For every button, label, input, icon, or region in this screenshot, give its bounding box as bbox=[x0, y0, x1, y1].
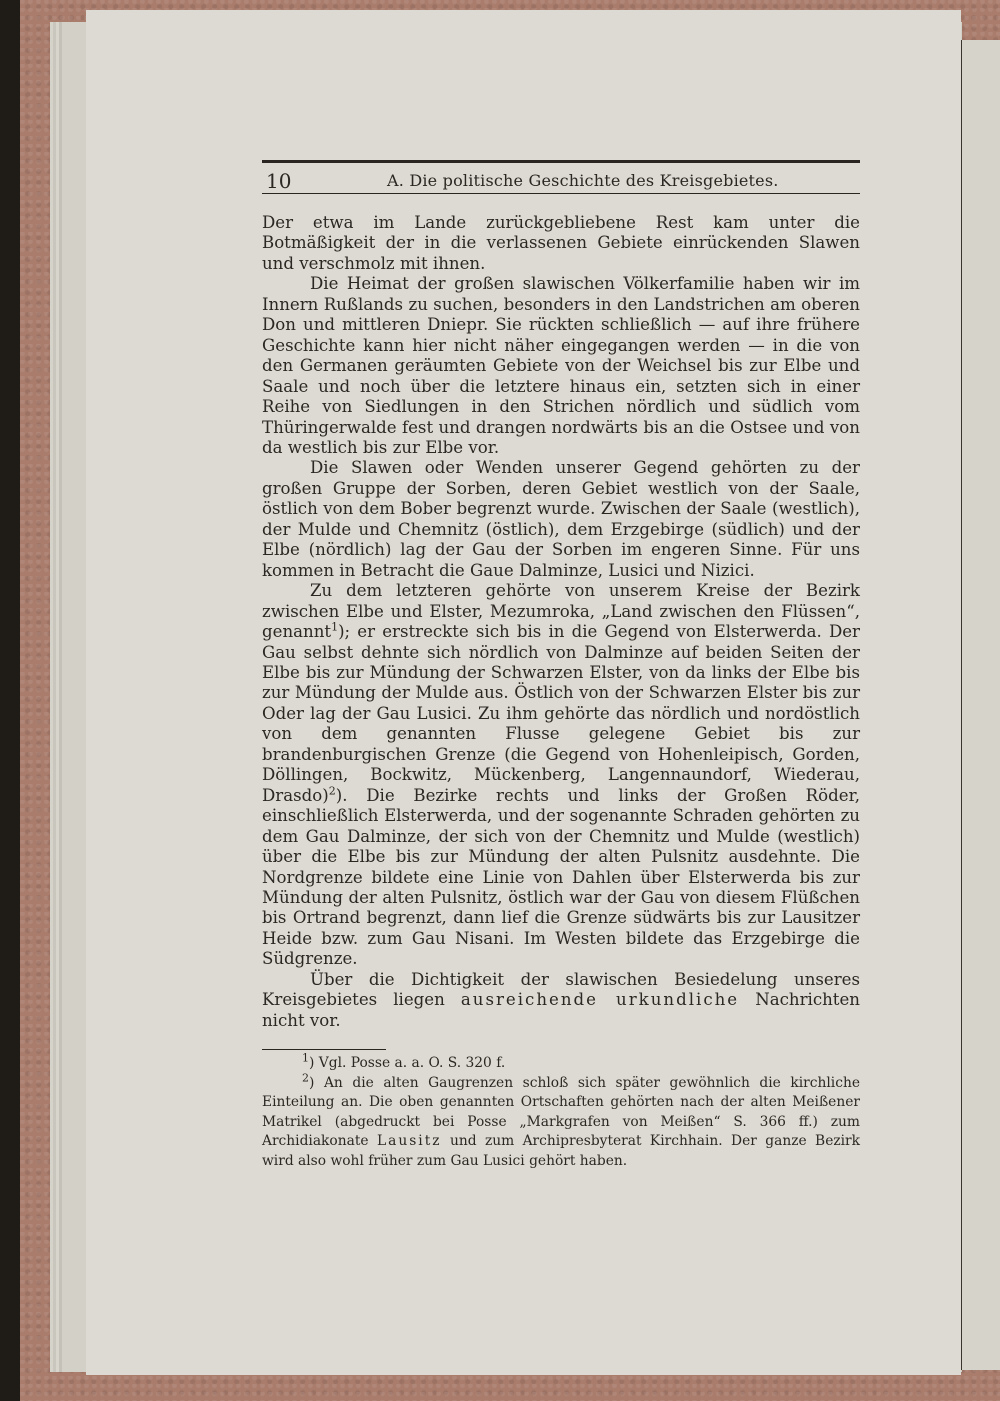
paragraph-5-part-a: Über die Dichtigkeit der slawischen Besiedelung unseres Kreisgebietes liegen bbox=[262, 969, 860, 1010]
footnote-2-mark: 2 bbox=[302, 1071, 309, 1084]
footnote-1-mark: 1 bbox=[302, 1051, 309, 1065]
page-number: 10 bbox=[266, 169, 292, 193]
running-header bbox=[262, 160, 860, 194]
footnote-ref-2: 2 bbox=[328, 784, 336, 798]
footnote-2 bbox=[262, 1071, 860, 1172]
paragraph-5 bbox=[262, 970, 860, 1031]
facing-page-edge bbox=[960, 40, 1000, 1370]
paragraph-4-part-c: ). Die Bezirke rechts und links der Großen Röder, einschließlich Elsterwerda, und der sogenannte Schraden gehörten zu dem Gau Dalminze, der sich von der Chemnitz und Mulde (westlich) über die Elbe bis zur Mündung der alten Pulsnitz ausdehnte. Die Nordgrenze bildete eine Linie von Dahlen über Elsterwerda bis zur Mündung der alten Pulsnitz, östlich war der Gau von diesem Flüßchen bis Ortrand begrenzt, dann lief die Grenze südwärts bis zur Lausitzer Heide bzw. zum Gau Nisani. Im Westen bildete das Erzgebirge die Südgrenze. bbox=[262, 785, 860, 969]
footnotes bbox=[262, 1051, 860, 1172]
footnote-1 bbox=[262, 1051, 860, 1074]
footnote-2-part-b: und zum Archipresbyterat Kirchhain. Der ganze Bezirk wird also wohl früher zum Gau Lusici gehört haben. bbox=[262, 1133, 860, 1169]
footnote-1-text: ) Vgl. Posse a. a. O. S. 320 f. bbox=[309, 1055, 506, 1071]
main-text bbox=[262, 213, 860, 1031]
footnote-2-part-a: ) An die alten Gaugrenzen schloß sich später gewöhnlich die kirchliche Einteilung an. Die oben genannten Ortschaften gehörten nach der alten Meißener Matrikel (abgedruckt bei Posse „Markgrafen von Meißen“ S. 366 ff.) zum Archidiakonate bbox=[262, 1074, 860, 1150]
paragraph-5-spaced: ausreichende urkundliche bbox=[460, 990, 740, 1010]
paragraph-2: Die Heimat der großen slawischen Völkerfamilie haben wir im Innern Rußlands zu suchen, besonders in den Landstrichen am oberen Don und mittleren Dniepr. Sie rückten schließlich — auf ihre frühere Geschichte kann hier nicht näher eingegangen werden — in die von den Germanen geräumten Gebiete von der Weichsel bis zur Elbe und Saale und noch über die letztere hinaus ein, setzten sich in einer Reihe von Siedlungen in den Strichen nördlich und südlich vom Thüringerwalde fest und drangen nordwärts bis an die Ostsee und von da westlich bis zur Elbe vor. bbox=[262, 274, 860, 457]
paragraph-4-part-a: Zu dem letzteren gehörte von unserem Kreise der Bezirk zwischen Elbe und Elster, Mezumroka, „Land zwischen den Flüssen“, genannt bbox=[262, 581, 860, 642]
paragraph-4-part-b: ); er erstreckte sich bis in die Gegend von Elsterwerda. Der Gau selbst dehnte sich nördlich von Dalminze auf beiden Seiten der Elbe bis zur Mündung der Schwarzen Elster, von da links der Elbe bis zur Mündung der Mulde aus. Östlich von der Schwarzen Elster bis zur Oder lag der Gau Lusici. Zu ihm gehörte das nördlich und nordöstlich von dem genannten Flusse gelegene Gebiet bis zur brandenburgischen Grenze (die Gegend von Hohenleipisch, Gorden, Döllingen, Bockwitz, Mückenberg, Langennaundorf, Wiederau, Drasdo) bbox=[262, 622, 860, 805]
paragraph-1: Der etwa im Lande zurückgebliebene Rest kam unter die Botmäßigkeit der in die verlassenen Gebiete einrückenden Slawen und verschmolz mit ihnen. bbox=[262, 213, 860, 273]
running-head-title: A. Die politische Geschichte des Kreisgebietes. bbox=[387, 171, 779, 190]
footnote-ref-1: 1 bbox=[331, 620, 339, 634]
footnote-2-spaced: Lausitz bbox=[376, 1133, 442, 1150]
paragraph-5-part-b: Nachrichten nicht vor. bbox=[262, 990, 860, 1030]
paragraph-3: Die Slawen oder Wenden unserer Gegend gehörten zu der großen Gruppe der Sorben, deren Gebiet westlich von der Saale, östlich von dem Bober begrenzt wurde. Zwischen der Saale (westlich), der Mulde und Chemnitz (östlich), dem Erzgebirge (südlich) und der Elbe (nördlich) lag der Gau der Sorben im engeren Sinne. Für uns kommen in Betracht die Gaue Dalminze, Lusici und Nizici. bbox=[262, 458, 860, 580]
footnote-divider bbox=[262, 1049, 386, 1050]
paragraph-4 bbox=[262, 581, 860, 970]
